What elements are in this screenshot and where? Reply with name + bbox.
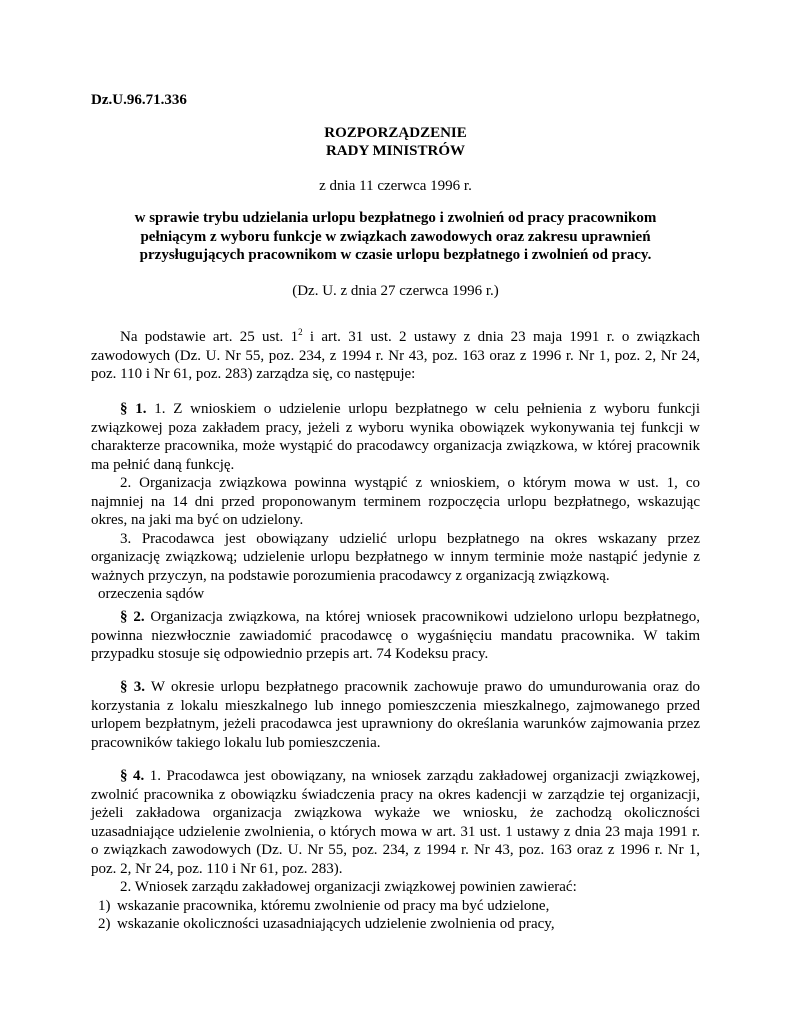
section-1-ust-1: 1. Z wnioskiem o udzielenie urlopu bezpłatnego w celu pełnienia z wyboru funkcji związkowej poza zakładem pracy, jeżeli z wyboru wynika obowiązek wykonywania tej funkcji w charakterze pracownika, może wystąpić do pracodawcy organizacja związkowa, w której pracownik ma pełnić daną funkcję. <box>91 401 700 473</box>
preamble-superscript: 2 <box>298 327 303 337</box>
section-2-text: Organizacja związkowa, na której wniosek pracownikowi udzielono urlopu bezpłatnego, powinna niezwłocznie zawiadomić pracodawcę o wygaśnięciu mandatu pracownika. W takim przypadku stosuje się odpowiednio przepis art. 74 Kodeksu pracy. <box>91 609 701 662</box>
subject-line-1: w sprawie trybu udzielania urlopu bezpłatnego i zwolnień od pracy pracownikom <box>134 210 657 226</box>
section-3 <box>91 678 700 752</box>
regulation-title <box>91 124 700 160</box>
section-1-ust-3: 3. Pracodawca jest obowiązany udzielić urlopu bezpłatnego na okres wskazany przez organizację związkową; udzielenie urlopu bezpłatnego w innym terminie może nastąpić jedynie z ważnych przyczyn, na podstawie porozumienia pracodawcy z organizacją związkową. <box>91 530 700 584</box>
preamble <box>91 328 700 384</box>
regulation-subject <box>91 209 700 265</box>
section-1-ust-2: 2. Organizacja związkowa powinna wystąpić z wnioskiem, o którym mowa w ust. 1, co najmniej na 14 dni przed proponowanym terminem rozpoczęcia urlopu bezpłatnego, wskazując okres, na jaki ma być on udzielony. <box>91 475 700 528</box>
publication-note: (Dz. U. z dnia 27 czerwca 1996 r.) <box>292 283 499 299</box>
list-item <box>91 915 700 934</box>
title-line-1: ROZPORZĄDZENIE <box>324 125 467 141</box>
subject-line-2: pełniącym z wyboru funkcje w związkach zawodowych oraz zakresu uprawnień <box>140 228 651 245</box>
list-item-number: 1) <box>98 897 111 914</box>
section-2-label: § 2. <box>120 609 145 625</box>
section-4-ust-2: 2. Wniosek zarządu zakładowej organizacji związkowej powinien zawierać: <box>120 879 577 895</box>
title-line-2: RADY MINISTRÓW <box>325 143 466 159</box>
list-item <box>91 897 700 916</box>
subject-line-3: przysługujących pracownikom w czasie urlopu bezpłatnego i zwolnień od pracy. <box>139 247 652 263</box>
section-3-text: W okresie urlopu bezpłatnego pracownik zachowuje prawo do umundurowania oraz do korzystania z lokalu mieszkalnego lub innego pomieszczenia mieszkalnego, zajmowanego przed urlopem bezpłatnym, jeżeli pracodawca jest uprawniony do określania warunków zajmowania przez pracowników takiego lokalu lub pomieszczenia. <box>91 679 701 751</box>
section-2 <box>91 608 700 664</box>
court-rulings-link[interactable]: orzeczenia sądów <box>98 586 205 602</box>
list-item-number: 2) <box>98 916 111 932</box>
section-4-ust-1: 1. Pracodawca jest obowiązany, na wniosek zarządu zakładowej organizacji związkowej, zwolnić pracownika z obowiązku świadczenia pracy na okres kadencji w zarządzie tej organizacji, jeżeli zakładowa organizacja związkowa wykaże we wniosku, że zachodzą okoliczności uzasadniające udzielenie zwolnienia, o których mowa w art. 31 ust. 1 ustawy z dnia 23 maja 1991 r. o związkach zawodowych (Dz. U. Nr 55, poz. 234, z 1994 r. Nr 43, poz. 163 oraz z 1996 r. Nr 1, poz. 2, Nr 24, poz. 110 i Nr 61, poz. 283). <box>91 768 700 877</box>
section-1-label: § 1. <box>120 401 147 417</box>
section-3-label: § 3. <box>120 679 145 695</box>
preamble-text-after: i art. 31 ust. 2 ustawy z dnia 23 maja 1991 r. o związkach zawodowych (Dz. U. Nr 55, poz. 234, z 1994 r. Nr 43, poz. 163 oraz z 1996 r. Nr 1, poz. 2, Nr 24, poz. 110 i Nr 61, poz. 283) zarządza się, co następuje: <box>91 329 700 382</box>
preamble-text-before: Na podstawie art. 25 ust. 1 <box>120 329 299 345</box>
section-4 <box>91 767 700 934</box>
section-4-label: § 4. <box>120 768 145 784</box>
section-1 <box>91 400 700 604</box>
list-item-text: wskazanie pracownika, któremu zwolnienie od pracy ma być udzielone, <box>117 897 550 914</box>
list-item-text: wskazanie okoliczności uzasadniających udzielenie zwolnienia od pracy, <box>117 916 555 932</box>
journal-reference: Dz.U.96.71.336 <box>91 92 187 108</box>
regulation-date: z dnia 11 czerwca 1996 r. <box>319 178 472 194</box>
